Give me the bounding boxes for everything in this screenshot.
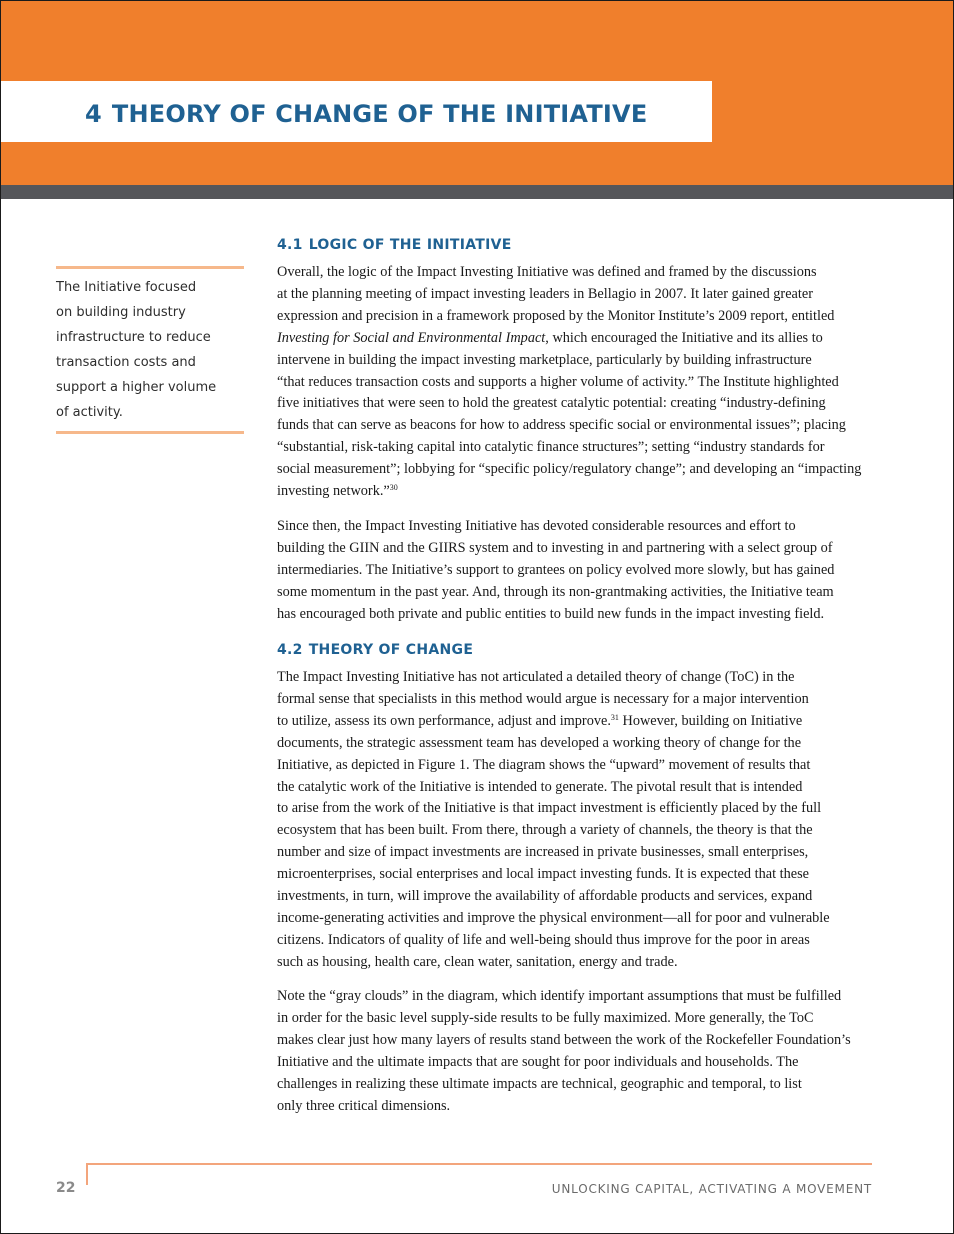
text-line	[277, 328, 877, 350]
text-line: to arise from the work of the Initiative is that impact investment is efficiently placed by the full	[277, 800, 822, 817]
text-line: “substantial, risk-taking capital into catalytic finance structures”; setting “industry standards for	[277, 439, 825, 456]
report-title: Investing for Social and Environmental Impact	[277, 329, 546, 346]
pullquote-line: on building industry	[56, 305, 186, 320]
running-title: UNLOCKING CAPITAL, ACTIVATING A MOVEMENT	[551, 1182, 872, 1196]
pullquote-top-rule	[56, 266, 244, 269]
text-line: “that reduces transaction costs and supports a higher volume of activity.” The Institute highlighted	[277, 373, 839, 390]
text-line: formal sense that specialists in this method would argue is necessary for a major intervention	[277, 690, 809, 707]
footer-rule	[86, 1163, 872, 1165]
text-line: number and size of impact investments are increased in private businesses, small enterprises,	[277, 844, 809, 861]
paragraph-toc-2	[277, 986, 877, 1117]
section-title: THEORY OF CHANGE	[308, 642, 474, 658]
chapter-number: 4	[85, 100, 102, 128]
footer-rule-tick	[86, 1163, 88, 1185]
text-line: five initiatives that were seen to hold the greatest catalytic potential: creating “industry-defining	[277, 395, 826, 412]
text-line: Note the “gray clouds” in the diagram, which identify important assumptions that must be fulfilled	[277, 988, 842, 1004]
text-fragment: to utilize, assess its own performance, adjust and improve.	[277, 712, 611, 729]
text-line	[277, 481, 877, 503]
text-line	[277, 711, 877, 733]
text-line: intermediaries. The Initiative’s support to grantees on policy evolved more slowly, but has gained	[277, 561, 835, 578]
text-line: microenterprises, social enterprises and local impact investing funds. It is expected that these	[277, 866, 809, 883]
text-line: some momentum in the past year. And, through its non-grantmaking activities, the Initiative team	[277, 583, 834, 600]
section-heading-4-2	[277, 640, 473, 660]
text-line: social measurement”; lobbying for “specific policy/regulatory change”; and developing an “impacting	[277, 461, 862, 478]
text-line: makes clear just how many layers of results stand between the work of the Rockefeller Foundation’s	[277, 1031, 851, 1048]
pullquote-bottom-rule	[56, 431, 244, 434]
section-number: 4.1	[277, 237, 303, 253]
text-fragment: investing network.”	[277, 483, 390, 500]
text-line: expression and precision in a framework proposed by the Monitor Institute’s 2009 report, entitled	[277, 307, 835, 324]
text-line: income-generating activities and improve the physical environment—all for poor and vulnerable	[277, 909, 830, 926]
text-line: intervene in building the impact investing marketplace, particularly by building infrastructure	[277, 351, 812, 368]
chapter-title-text: THEORY OF CHANGE OF THE INITIATIVE	[111, 100, 648, 128]
text-line: funds that can serve as beacons for how to address specific social or environmental issues”; placing	[277, 417, 846, 434]
footnote-ref-31[interactable]: 31	[610, 712, 619, 722]
footnote-ref-30[interactable]: 30	[389, 483, 398, 493]
section-title: LOGIC OF THE INITIATIVE	[308, 237, 512, 253]
text-line: the catalytic work of the Initiative is intended to generate. The pivotal result that is intended	[277, 778, 803, 795]
text-line: investments, in turn, will improve the availability of affordable products and services, expand	[277, 888, 813, 905]
text-fragment: , which encouraged the Initiative and its allies to	[545, 329, 823, 346]
pullquote-line: transaction costs and	[56, 355, 196, 370]
text-line: documents, the strategic assessment team has developed a working theory of change for the	[277, 734, 802, 751]
text-line: Initiative, as depicted in Figure 1. The diagram shows the “upward” movement of results that	[277, 756, 811, 773]
text-line: Initiative and the ultimate impacts that are sought for poor individuals and households. The	[277, 1053, 799, 1070]
text-line: Since then, the Impact Investing Initiative has devoted considerable resources and effort to	[277, 518, 796, 534]
chapter-title	[85, 97, 647, 131]
pullquote-line: of activity.	[56, 405, 123, 420]
section-heading-4-1	[277, 235, 512, 255]
pullquote-line: infrastructure to reduce	[56, 330, 211, 345]
page-number: 22	[56, 1180, 76, 1196]
pullquote	[56, 275, 236, 425]
paragraph-logic-2	[277, 516, 877, 626]
text-line: Overall, the logic of the Impact Investing Initiative was defined and framed by the discussions	[277, 264, 817, 280]
section-number: 4.2	[277, 642, 303, 658]
text-line: such as housing, health care, clean water, sanitation, energy and trade.	[277, 953, 678, 970]
text-line: has encouraged both private and public entities to build new funds in the impact investing field.	[277, 605, 825, 622]
text-line: in order for the basic level supply-side results to be fully maximized. More generally, the ToC	[277, 1009, 814, 1026]
text-line: The Impact Investing Initiative has not articulated a detailed theory of change (ToC) in the	[277, 669, 795, 685]
text-fragment: However, building on Initiative	[618, 712, 803, 729]
pullquote-line: The Initiative focused	[56, 280, 197, 295]
paragraph-logic-1	[277, 262, 877, 503]
header-stripe	[1, 185, 953, 199]
text-line: at the planning meeting of impact investing leaders in Bellagio in 2007. It later gained greater	[277, 285, 813, 302]
pullquote-line: support a higher volume	[56, 380, 217, 395]
text-line: citizens. Indicators of quality of life and well-being should thus improve for the poor in areas	[277, 931, 810, 948]
text-line: challenges in realizing these ultimate impacts are technical, geographic and temporal, to list	[277, 1075, 802, 1092]
text-line: only three critical dimensions.	[277, 1097, 451, 1114]
text-line: building the GIIN and the GIIRS system and to investing in and partnering with a select group of	[277, 539, 833, 556]
paragraph-toc-1	[277, 667, 877, 974]
text-line: ecosystem that has been built. From there, through a variety of channels, the theory is that the	[277, 822, 813, 839]
